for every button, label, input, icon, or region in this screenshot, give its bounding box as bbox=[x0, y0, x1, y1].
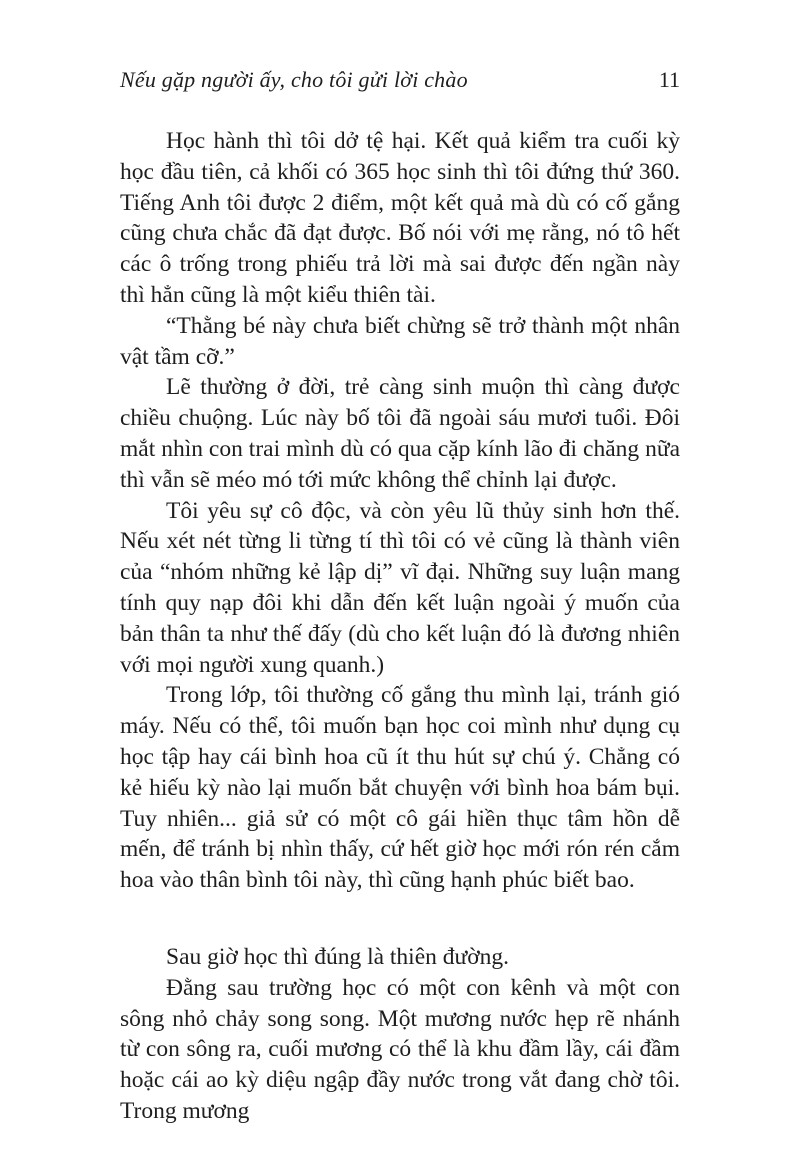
body-text bbox=[120, 126, 680, 1127]
page-header bbox=[120, 60, 680, 100]
running-title: Nếu gặp người ấy, cho tôi gửi lời chào bbox=[120, 67, 468, 92]
paragraph-quote: “Thằng bé này chưa biết chừng sẽ trở thành một nhân vật tầm cỡ.” bbox=[120, 312, 680, 370]
page-number: 11 bbox=[658, 67, 680, 92]
paragraph-canal: Đằng sau trường học có một con kênh và một con sông nhỏ chảy song song. Một mương nước hẹp rẽ nhánh từ con sông ra, cuối mương có thể là khu đầm lầy, cái đầm hoặc cái ao kỳ diệu ngập đầy nước trong vắt đang chờ tôi. Trong mương bbox=[120, 974, 680, 1124]
section-break bbox=[120, 896, 680, 942]
paragraph-solitude: Tôi yêu sự cô độc, và còn yêu lũ thủy sinh hơn thế. Nếu xét nét từng li từng tí thì tôi có vẻ cũng là thành viên của “nhóm những kẻ lập dị” vĩ đại. Những suy luận mang tính quy nạp đôi khi dẫn đến kết luận ngoài ý muốn của bản thân ta như thế đấy (dù cho kết luận đó là đương nhiên với mọi người xung quanh.) bbox=[120, 497, 680, 678]
paragraph-after-school: Sau giờ học thì đúng là thiên đường. bbox=[166, 943, 510, 970]
paragraph-grades: Học hành thì tôi dở tệ hại. Kết quả kiểm tra cuối kỳ học đầu tiên, cả khối có 365 học sinh thì tôi đứng thứ 360. Tiếng Anh tôi được 2 điểm, một kết quả mà dù có cố gắng cũng chưa chắc đã đạt được. Bố nói với mẹ rằng, nó tô hết các ô trống trong phiếu trả lời mà sai được đến ngần này thì hẳn cũng là một kiểu thiên tài. bbox=[120, 128, 680, 308]
paragraph-classroom: Trong lớp, tôi thường cố gắng thu mình lại, tránh gió máy. Nếu có thể, tôi muốn bạn học coi mình như dụng cụ học tập hay cái bình hoa cũ ít thu hút sự chú ý. Chẳng có kẻ hiếu kỳ nào lại muốn bắt chuyện với bình hoa bám bụi. Tuy nhiên... giả sử có một cô gái hiền thục tâm hồn dễ mến, để tránh bị nhìn thấy, cứ hết giờ học mới rón rén cắm hoa vào thân bình tôi này, thì cũng hạnh phúc biết bao. bbox=[120, 682, 680, 894]
paragraph-late-child: Lẽ thường ở đời, trẻ càng sinh muộn thì càng được chiều chuộng. Lúc này bố tôi đã ngoài sáu mươi tuổi. Đôi mắt nhìn con trai mình dù có qua cặp kính lão đi chăng nữa thì vẫn sẽ méo mó tới mức không thể chỉnh lại được. bbox=[120, 374, 680, 493]
